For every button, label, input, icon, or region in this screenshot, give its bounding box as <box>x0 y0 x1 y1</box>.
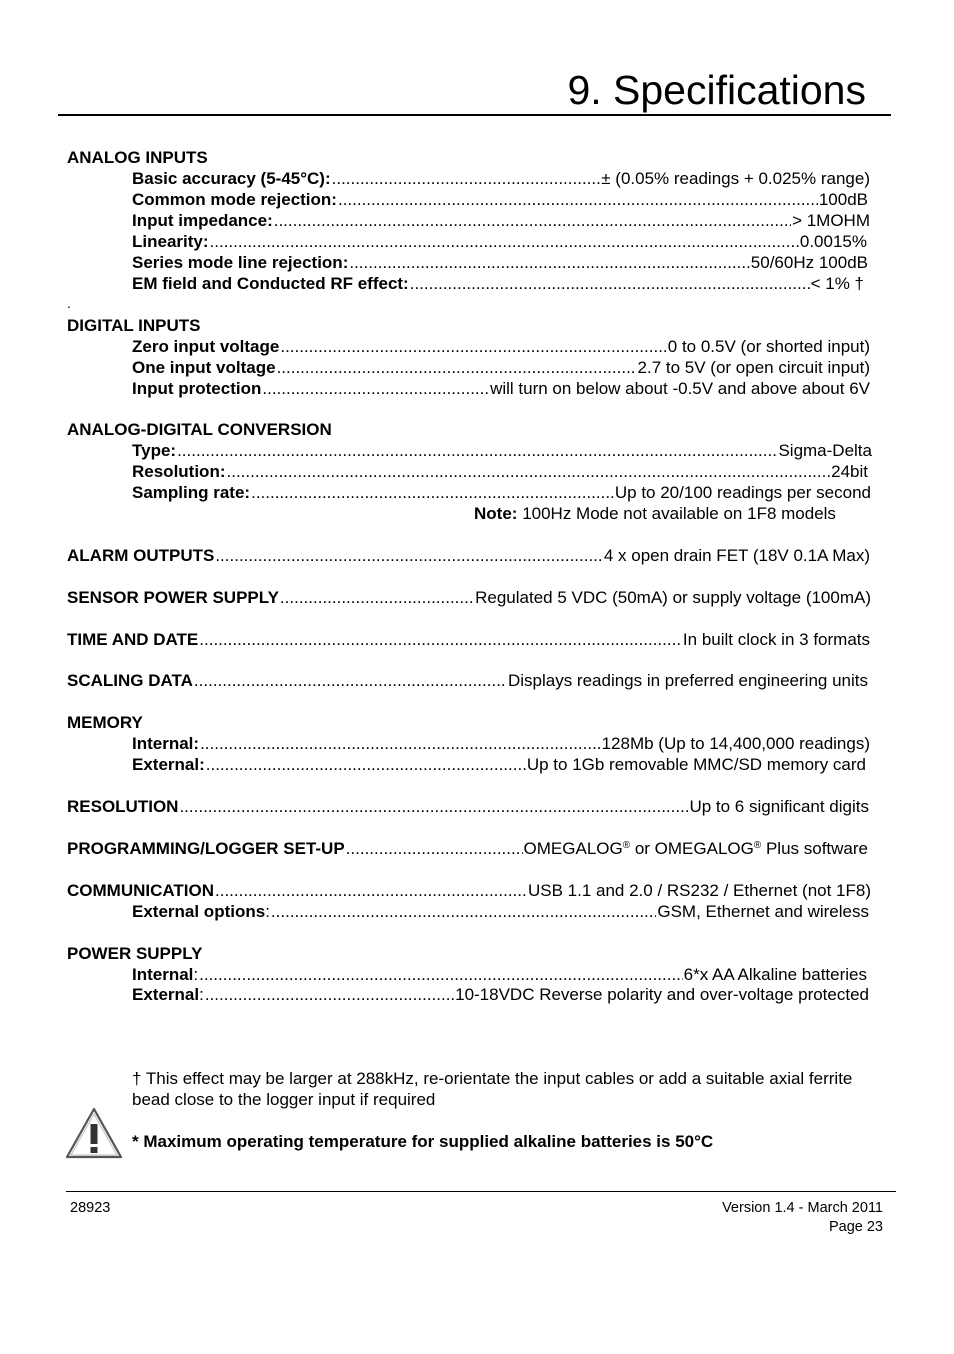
leader-dots <box>199 964 683 985</box>
spec-label: Internal: <box>132 734 200 753</box>
leader-dots <box>277 357 637 378</box>
footnote: † This effect may be larger at 288kHz, re-orientate the input cables or add a suitable axial ferrite bead close to the logger input if required <box>132 1069 853 1109</box>
leader-dots <box>338 189 818 210</box>
software-name-2: or OMEGALOG <box>630 839 754 858</box>
spec-label: SCALING DATA <box>67 671 193 690</box>
spec-label: Linearity: <box>132 232 209 251</box>
leader-dots <box>210 231 799 252</box>
page-title: 9. Specifications <box>567 67 866 113</box>
spec-value: USB 1.1 and 2.0 / RS232 / Ethernet (not 1F8) <box>527 881 871 900</box>
spec-row-input-protection <box>132 378 870 399</box>
leader-dots <box>227 461 831 482</box>
note-text: 100Hz Mode not available on 1F8 models <box>522 504 836 523</box>
leader-dots <box>271 901 656 922</box>
title-divider <box>58 114 891 116</box>
software-suffix: Plus software <box>761 839 868 858</box>
leader-dots <box>410 273 810 294</box>
spec-row-basic-accuracy <box>132 168 870 189</box>
memory-heading: MEMORY <box>67 713 143 732</box>
leader-dots <box>179 796 688 817</box>
spec-row-series-mode <box>132 252 868 273</box>
spec-label: External: <box>132 755 205 774</box>
adc-note <box>474 503 836 524</box>
spec-label: ALARM OUTPUTS <box>67 546 215 565</box>
leader-dots <box>280 587 474 608</box>
power-supply-heading: POWER SUPPLY <box>67 944 203 963</box>
spec-row-programming <box>67 838 868 859</box>
note-label: Note: <box>474 504 518 523</box>
spec-value: 24bit <box>831 462 868 481</box>
spec-label: One input voltage <box>132 358 276 377</box>
spec-row-scaling-data <box>67 670 868 691</box>
document-number: 28923 <box>70 1200 111 1216</box>
spec-row-power-internal <box>132 964 867 985</box>
registered-mark: ® <box>753 840 762 851</box>
leader-dots <box>332 168 601 189</box>
leader-dots <box>200 733 601 754</box>
spec-value: 2.7 to 5V (or open circuit input) <box>637 358 870 377</box>
footer-right <box>722 1199 883 1237</box>
spec-value: 0.0015% <box>799 232 867 251</box>
spec-label: Input impedance: <box>132 211 273 230</box>
spec-label: Resolution: <box>132 462 226 481</box>
leader-dots <box>177 440 777 461</box>
spec-value: 6*x AA Alkaline batteries <box>683 965 867 984</box>
leader-dots <box>251 482 614 503</box>
leader-dots <box>274 210 791 231</box>
leader-dots <box>199 629 682 650</box>
spec-value: GSM, Ethernet and wireless <box>657 902 869 921</box>
spec-label: Series mode line rejection: <box>132 253 349 272</box>
spec-label: RESOLUTION <box>67 797 179 816</box>
page-number: Page 23 <box>828 1219 883 1235</box>
spec-row-input-impedance <box>132 210 870 231</box>
spec-row-time-date <box>67 629 870 650</box>
spec-value: < 1% † <box>810 274 864 293</box>
spec-row-one-input <box>132 357 870 378</box>
spec-label: COMMUNICATION <box>67 881 214 900</box>
spec-value: Displays readings in preferred engineering units <box>507 671 868 690</box>
spec-row-communication <box>67 880 871 901</box>
version-text: Version 1.4 - March 2011 <box>722 1200 883 1216</box>
spec-label: Zero input voltage <box>132 337 280 356</box>
footer-divider <box>66 1191 896 1192</box>
leader-dots <box>280 336 666 357</box>
leader-dots <box>346 838 523 859</box>
spec-value: Regulated 5 VDC (50mA) or supply voltage (100mA) <box>475 588 871 607</box>
spec-label: TIME AND DATE <box>67 630 199 649</box>
spec-label: External options <box>132 902 266 921</box>
spec-value: Up to 20/100 readings per second <box>614 483 871 502</box>
stray-period: . <box>67 295 71 311</box>
spec-row-alarm-outputs <box>67 545 870 566</box>
spec-label: Common mode rejection: <box>132 190 337 209</box>
spec-label: Basic accuracy (5-45°C): <box>132 169 331 188</box>
spec-value: 10-18VDC Reverse polarity and over-voltage protected <box>455 985 869 1004</box>
spec-value: will turn on below about -0.5V and above about 6V <box>490 379 870 398</box>
spec-value: Sigma-Delta <box>778 441 872 460</box>
spec-value: 50/60Hz 100dB <box>750 253 868 272</box>
leader-dots <box>215 545 603 566</box>
spec-row-zero-input <box>132 336 870 357</box>
leader-dots <box>262 378 489 399</box>
spec-row-adc-resolution <box>132 461 868 482</box>
label-colon: : <box>193 965 199 984</box>
software-name: OMEGALOG <box>523 839 623 858</box>
spec-label: SENSOR POWER SUPPLY <box>67 588 279 607</box>
spec-value: In built clock in 3 formats <box>682 630 870 649</box>
registered-mark: ® <box>622 840 631 851</box>
leader-dots <box>215 880 527 901</box>
spec-row-sensor-power <box>67 587 871 608</box>
spec-value: > 1MOHM <box>792 211 870 230</box>
spec-value <box>524 838 868 859</box>
spec-value: 100dB <box>818 190 868 209</box>
label-colon: : <box>265 902 270 921</box>
digital-inputs-heading: DIGITAL INPUTS <box>67 316 201 335</box>
leader-dots <box>349 252 749 273</box>
spec-label: Type: <box>132 441 177 460</box>
spec-label: PROGRAMMING/LOGGER SET-UP <box>67 839 345 858</box>
leader-dots <box>205 984 454 1005</box>
leader-dots <box>194 670 507 691</box>
spec-label: Sampling rate: <box>132 483 251 502</box>
spec-label: Internal <box>132 965 194 984</box>
spec-value: 4 x open drain FET (18V 0.1A Max) <box>603 546 870 565</box>
warning-text: * Maximum operating temperature for supplied alkaline batteries is 50°C <box>132 1132 714 1151</box>
spec-row-common-mode <box>132 189 868 210</box>
spec-row-linearity <box>132 231 867 252</box>
spec-row-resolution <box>67 796 869 817</box>
analog-inputs-heading: ANALOG INPUTS <box>67 148 208 167</box>
spec-label: External <box>132 985 200 1004</box>
spec-value: 0 to 0.5V (or shorted input) <box>667 337 870 356</box>
spec-row-external-options <box>132 901 869 922</box>
spec-row-memory-internal <box>132 733 870 754</box>
spec-value: Up to 1Gb removable MMC/SD memory card <box>526 755 866 774</box>
warning-triangle-icon <box>64 1106 124 1160</box>
spec-row-memory-external <box>132 754 866 775</box>
label-colon: : <box>199 985 204 1004</box>
spec-value: ± (0.05% readings + 0.025% range) <box>601 169 870 188</box>
spec-value: 128Mb (Up to 14,400,000 readings) <box>601 734 870 753</box>
adc-heading: ANALOG-DIGITAL CONVERSION <box>67 420 332 439</box>
spec-label: Input protection <box>132 379 262 398</box>
spec-row-power-external <box>132 984 869 1005</box>
spec-row-adc-type <box>132 440 872 461</box>
leader-dots <box>206 754 526 775</box>
spec-value: Up to 6 significant digits <box>689 797 869 816</box>
spec-row-em-field <box>132 273 864 294</box>
spec-label: EM field and Conducted RF effect: <box>132 274 409 293</box>
spec-row-sampling-rate <box>132 482 871 503</box>
